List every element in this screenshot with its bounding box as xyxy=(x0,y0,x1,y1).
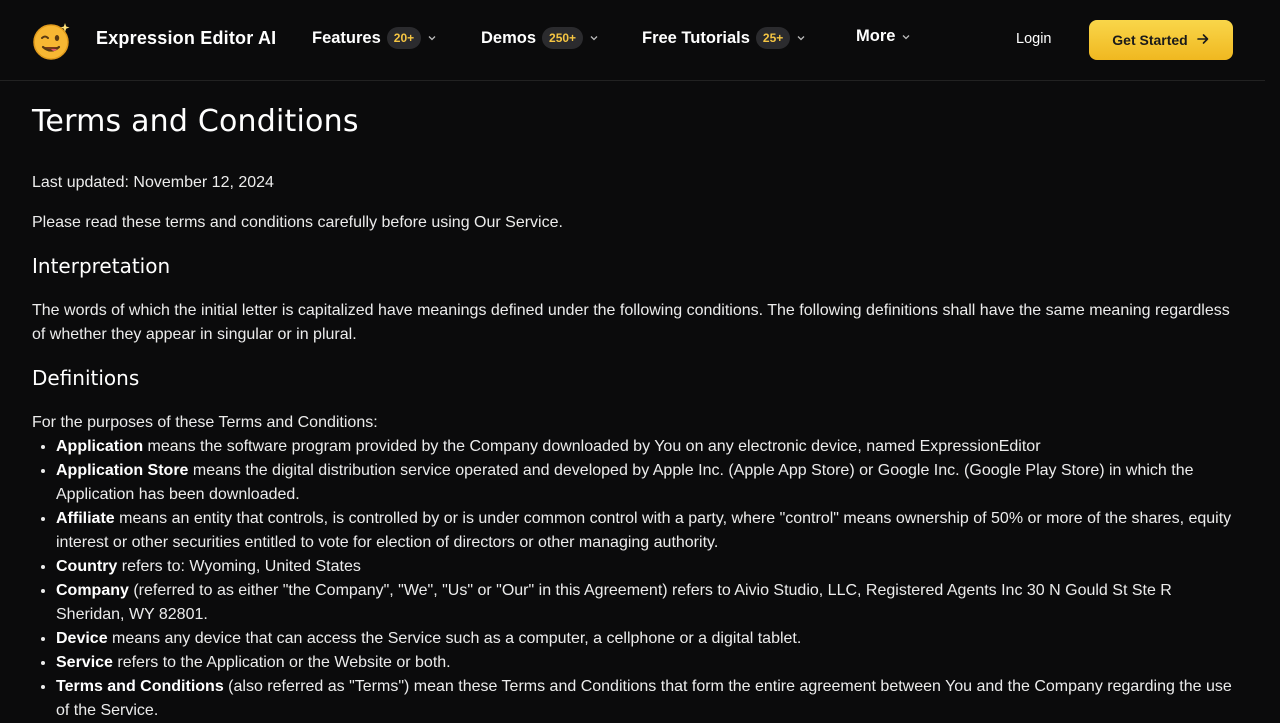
definition-term: Affiliate xyxy=(56,510,115,527)
definitions-intro: For the purposes of these Terms and Conditions: xyxy=(32,414,378,431)
nav-more[interactable] xyxy=(856,27,911,46)
get-started-button[interactable] xyxy=(1089,20,1233,60)
page-title: Terms and Conditions xyxy=(32,104,359,139)
chevron-down-icon xyxy=(901,32,911,42)
login-link[interactable]: Login xyxy=(1016,31,1052,47)
list-item xyxy=(56,435,1242,459)
definition-text: refers to: Wyoming, United States xyxy=(117,558,361,575)
intro-text: Please read these terms and conditions carefully before using Our Service. xyxy=(32,214,563,231)
nav-features-label: Features xyxy=(312,28,381,47)
chevron-down-icon xyxy=(796,33,806,43)
list-item xyxy=(56,651,1242,675)
definition-term: Application Store xyxy=(56,462,189,479)
list-item xyxy=(56,555,1242,579)
definition-term: Terms and Conditions xyxy=(56,678,224,695)
list-item xyxy=(56,675,1242,723)
features-count-badge: 20+ xyxy=(387,27,421,49)
nav-demos[interactable] xyxy=(481,27,599,49)
nav-free-tutorials-label: Free Tutorials xyxy=(642,28,750,47)
definition-term: Country xyxy=(56,558,118,575)
nav-more-label: More xyxy=(856,27,896,45)
chevron-down-icon xyxy=(427,33,437,43)
definition-term: Application xyxy=(56,438,144,455)
tutorials-count-badge: 25+ xyxy=(756,27,790,49)
definition-text: means the digital distribution service operated and developed by Apple Inc. (Apple App Store) or Google Inc. (Google Play Store) in which the Application has been downloaded. xyxy=(56,462,1194,503)
chevron-down-icon xyxy=(589,33,599,43)
last-updated-text: Last updated: November 12, 2024 xyxy=(32,174,274,191)
definition-term: Device xyxy=(56,630,108,647)
terms-content xyxy=(32,81,1242,723)
top-navigation xyxy=(0,0,1265,81)
definition-text: (referred to as either "the Company", "We", "Us" or "Our" in this Agreement) refers to Aivio Studio, LLC, Registered Agents Inc 30 N Gould St Ste R Sheridan, WY 82801. xyxy=(56,582,1172,623)
list-item xyxy=(56,579,1242,627)
nav-free-tutorials[interactable] xyxy=(642,27,806,49)
definitions-heading: Definitions xyxy=(32,366,140,390)
winking-emoji-logo[interactable] xyxy=(32,20,72,60)
arrow-right-icon xyxy=(1196,32,1210,49)
interpretation-text: The words of which the initial letter is capitalized have meanings defined under the following conditions. The following definitions shall have the same meaning regardless of whether they appear in singular or in plural. xyxy=(32,302,1230,343)
definition-text: means an entity that controls, is controlled by or is under common control with a party, where "control" means ownership of 50% or more of the shares, equity interest or other securities entitled to vote for election of directors or other managing authority. xyxy=(56,510,1232,551)
list-item xyxy=(56,507,1242,555)
brand-name[interactable]: Expression Editor AI xyxy=(96,28,277,48)
definition-term: Service xyxy=(56,654,113,671)
definition-text: means the software program provided by the Company downloaded by You on any electronic device, named ExpressionEditor xyxy=(143,438,1041,455)
list-item xyxy=(56,459,1242,507)
get-started-label: Get Started xyxy=(1112,32,1188,48)
definition-text: refers to the Application or the Website or both. xyxy=(112,654,451,671)
definition-term: Company xyxy=(56,582,129,599)
interpretation-heading: Interpretation xyxy=(32,254,171,278)
nav-demos-label: Demos xyxy=(481,28,537,47)
definition-text: (also referred as "Terms") mean these Terms and Conditions that form the entire agreement between You and the Company regarding the use of the Service. xyxy=(56,678,1232,719)
definitions-list xyxy=(32,435,1242,723)
demos-count-badge: 250+ xyxy=(542,27,583,49)
list-item xyxy=(56,627,1242,651)
definition-text: means any device that can access the Service such as a computer, a cellphone or a digital tablet. xyxy=(107,630,802,647)
nav-features[interactable] xyxy=(312,27,437,49)
